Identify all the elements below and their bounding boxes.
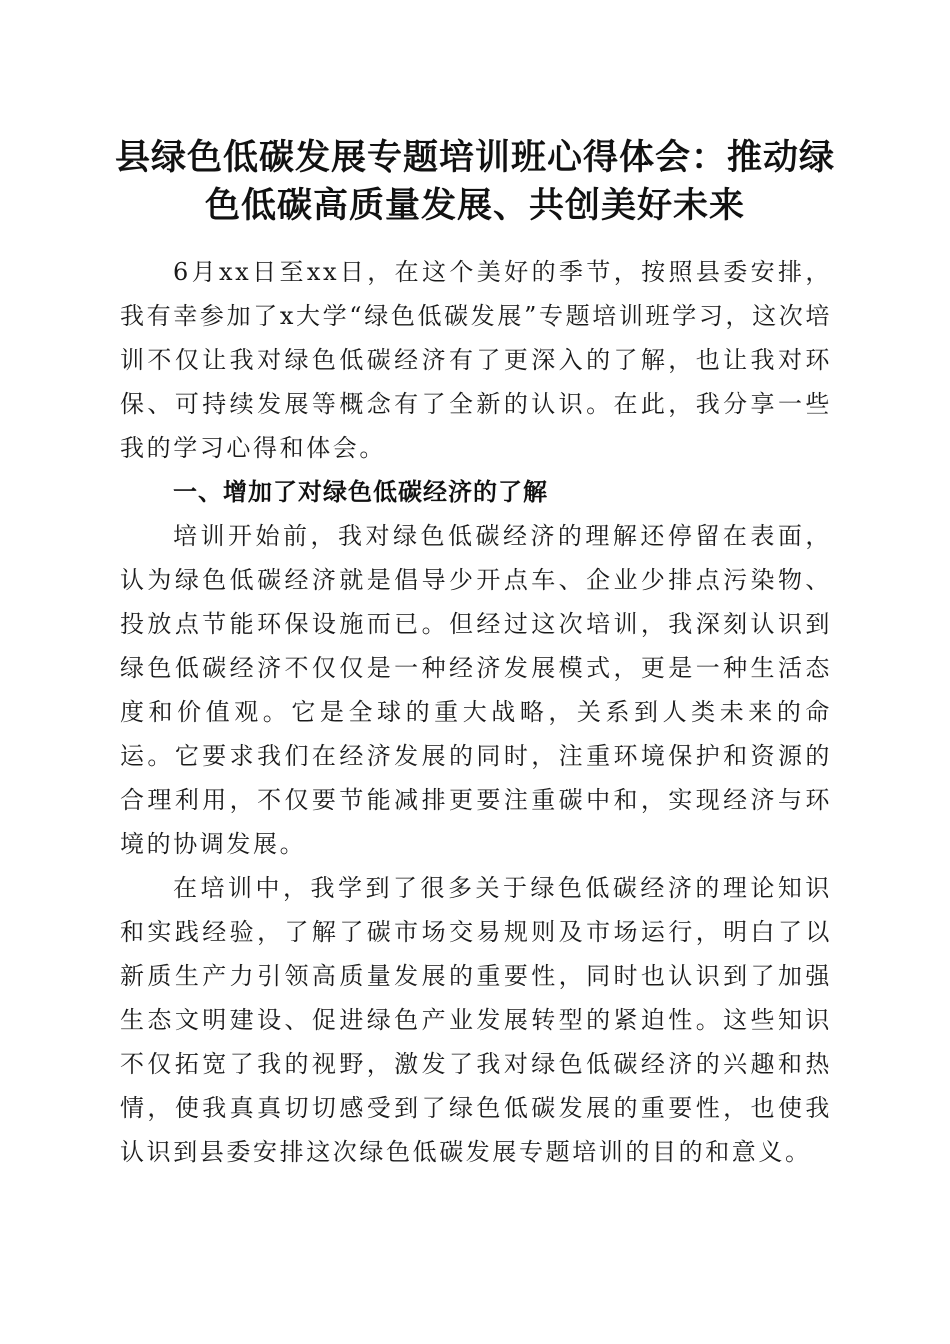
body-paragraph: 培训开始前，我对绿色低碳经济的理解还停留在表面，认为绿色低碳经济就是倡导少开点车、企业少排点污染物、投放点节能环保设施而已。但经过这次培训，我深刻认识到绿色低碳经济不仅仅是一种经济发展模式，更是一种生活态度和价值观。它是全球的重大战略，关系到人类未来的命运。它要求我们在经济发展的同时，注重环境保护和资源的合理利用，不仅要节能减排更要注重碳中和，实现经济与环境的协调发展。: [120, 522, 832, 858]
section-heading: 一、增加了对绿色低碳经济的了解: [173, 478, 548, 506]
document-body: [120, 250, 832, 1174]
document-title: 县绿色低碳发展专题培训班心得体会：推动绿色低碳高质量发展、共创美好未来: [114, 137, 835, 226]
intro-paragraph: 6月xx日至xx日，在这个美好的季节，按照县委安排，我有幸参加了x大学“绿色低碳发展”专题培训班学习，这次培训不仅让我对绿色低碳经济有了更深入的了解，也让我对环保、可持续发展等概念有了全新的认识。在此，我分享一些我的学习心得和体会。: [120, 258, 832, 462]
body-paragraph: 在培训中，我学到了很多关于绿色低碳经济的理论知识和实践经验，了解了碳市场交易规则及市场运行，明白了以新质生产力引领高质量发展的重要性，同时也认识到了加强生态文明建设、促进绿色产业发展转型的紧迫性。这些知识不仅拓宽了我的视野，激发了我对绿色低碳经济的兴趣和热情，使我真真切切感受到了绿色低碳发展的重要性，也使我认识到县委安排这次绿色低碳发展专题培训的目的和意义。: [120, 874, 832, 1166]
